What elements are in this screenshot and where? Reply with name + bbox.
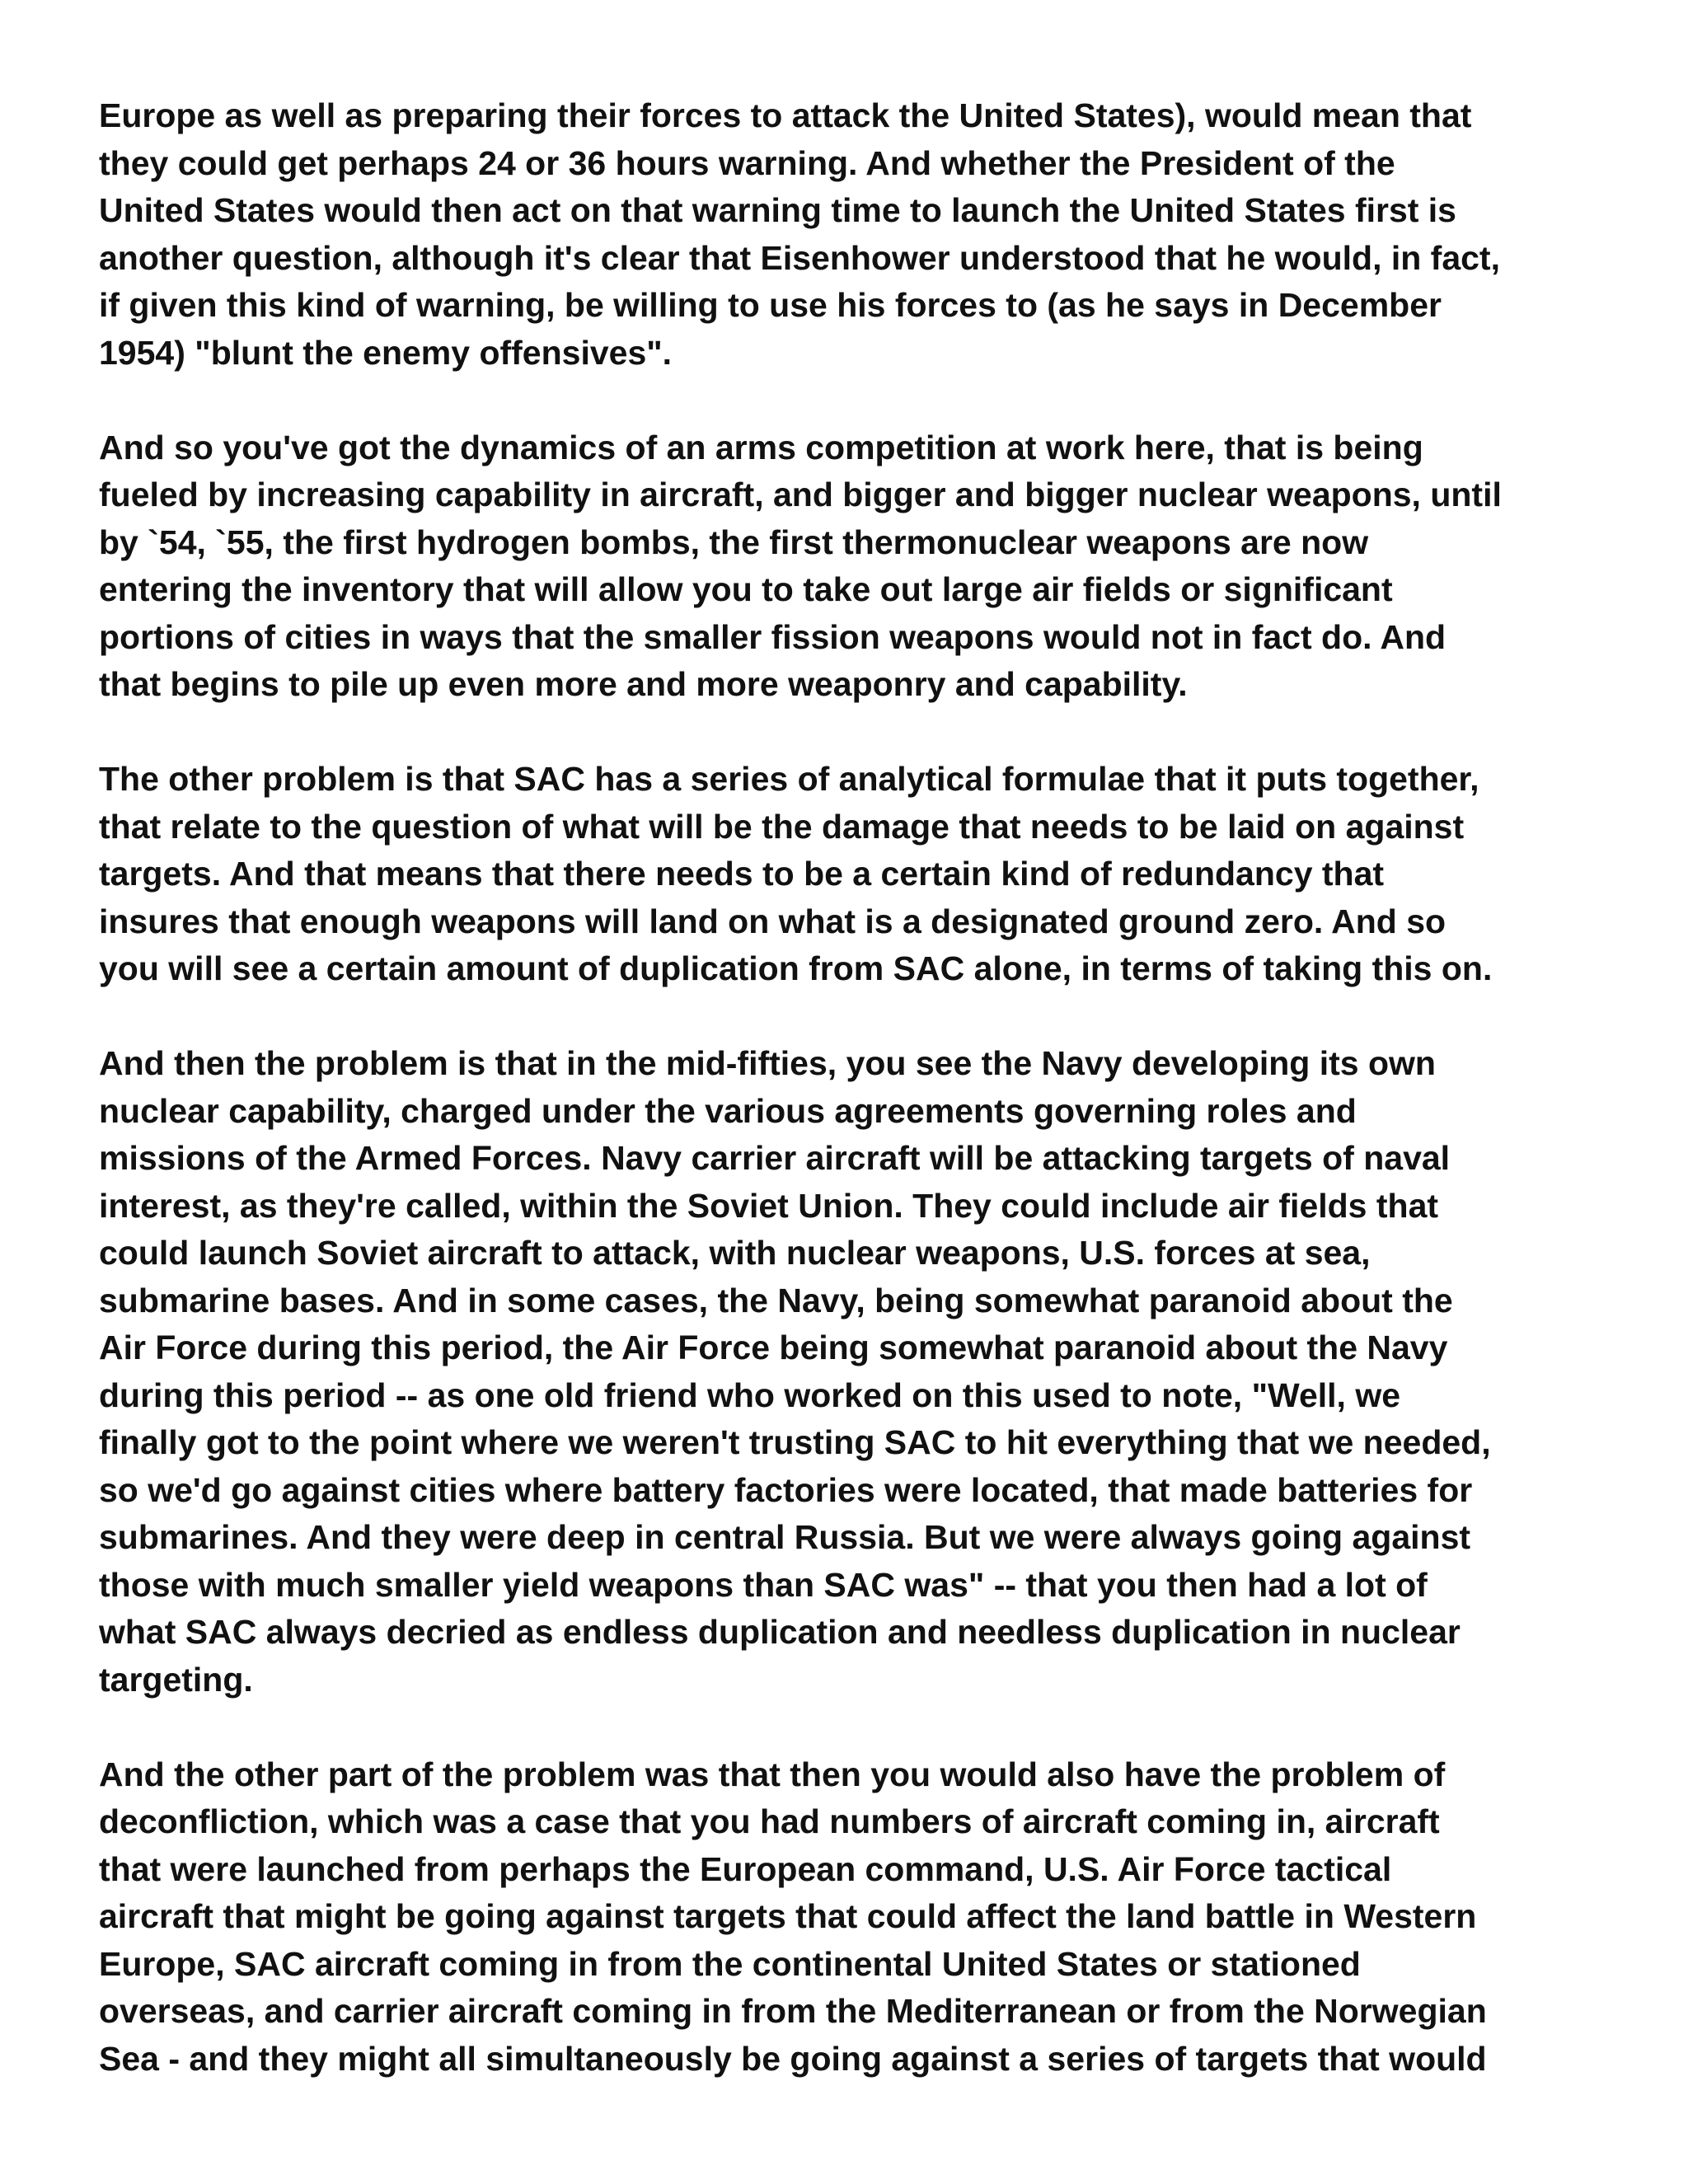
paragraph-4	[99, 1040, 1615, 1704]
text-line: insures that enough weapons will land on what is a designated ground zero. And so	[99, 902, 1447, 940]
text-line: 1954) "blunt the enemy offensives".	[99, 333, 673, 372]
text-line: that relate to the question of what will be the damage that needs to be laid on against	[99, 807, 1465, 846]
text-line: And then the problem is that in the mid-fifties, you see the Navy developing its own	[99, 1044, 1436, 1082]
text-line: targets. And that means that there needs to be a certain kind of redundancy that	[99, 855, 1385, 893]
text-line: deconfliction, which was a case that you had numbers of aircraft coming in, aircraft	[99, 1802, 1440, 1840]
paragraph-2	[99, 424, 1615, 709]
text-line: entering the inventory that will allow you to take out large air fields or significant	[99, 570, 1393, 608]
text-line: submarine bases. And in some cases, the Navy, being somewhat paranoid about the	[99, 1281, 1453, 1319]
text-line: overseas, and carrier aircraft coming in from the Mediterranean or from the Norwegian	[99, 1992, 1487, 2030]
text-line: The other problem is that SAC has a series of analytical formulae that it puts together,	[99, 760, 1479, 798]
paragraph-5	[99, 1751, 1615, 2083]
text-line: targeting.	[99, 1660, 253, 1699]
text-line: fueled by increasing capability in aircraft, and bigger and bigger nuclear weapons, until	[99, 476, 1502, 513]
text-line: another question, although it's clear that Eisenhower understood that he would, in fact,	[99, 238, 1500, 277]
text-line: if given this kind of warning, be willing to use his forces to (as he says in December	[99, 286, 1442, 324]
text-line: that begins to pile up even more and more weaponry and capability.	[99, 665, 1188, 703]
text-line: submarines. And they were deep in central Russia. But we were always going against	[99, 1518, 1471, 1556]
text-line: you will see a certain amount of duplication from SAC alone, in terms of taking this on.	[99, 949, 1493, 987]
text-line: missions of the Armed Forces. Navy carrier aircraft will be attacking targets of naval	[99, 1139, 1451, 1177]
text-line: nuclear capability, charged under the various agreements governing roles and	[99, 1091, 1357, 1130]
text-line: Europe, SAC aircraft coming in from the continental United States or stationed	[99, 1944, 1361, 1983]
text-line: those with much smaller yield weapons than SAC was" -- that you then had a lot of	[99, 1565, 1428, 1604]
paragraph-1	[99, 92, 1615, 377]
text-line: Sea - and they might all simultaneously be going against a series of targets that would	[99, 2039, 1487, 2078]
text-line: during this period -- as one old friend who worked on this used to note, "Well, we	[99, 1376, 1401, 1414]
text-line: finally got to the point where we weren't trusting SAC to hit everything that we needed,	[99, 1423, 1491, 1461]
text-line: And so you've got the dynamics of an arms competition at work here, that is being	[99, 428, 1423, 466]
paragraph-3	[99, 756, 1615, 993]
text-line: Air Force during this period, the Air Force being somewhat paranoid about the Navy	[99, 1329, 1448, 1366]
text-line: could launch Soviet aircraft to attack, with nuclear weapons, U.S. forces at sea,	[99, 1234, 1371, 1272]
text-line: Europe as well as preparing their forces to attack the United States), would mean that	[99, 96, 1472, 134]
text-line: that were launched from perhaps the European command, U.S. Air Force tactical	[99, 1849, 1392, 1888]
text-line: what SAC always decried as endless duplication and needless duplication in nuclear	[99, 1613, 1461, 1651]
text-line: portions of cities in ways that the smaller fission weapons would not in fact do. And	[99, 617, 1447, 656]
text-line: they could get perhaps 24 or 36 hours warning. And whether the President of the	[99, 143, 1395, 182]
text-line: And the other part of the problem was that then you would also have the problem of	[99, 1755, 1446, 1793]
text-line: interest, as they're called, within the Soviet Union. They could include air fields that	[99, 1186, 1439, 1225]
text-line: by `54, `55, the first hydrogen bombs, the first thermonuclear weapons are now	[99, 523, 1369, 561]
document-body	[99, 92, 1615, 2130]
text-line: so we'd go against cities where battery factories were located, that made batteries for	[99, 1470, 1473, 1509]
text-line: United States would then act on that warning time to launch the United States first is	[99, 191, 1456, 229]
text-line: aircraft that might be going against targets that could affect the land battle in Western	[99, 1897, 1477, 1935]
